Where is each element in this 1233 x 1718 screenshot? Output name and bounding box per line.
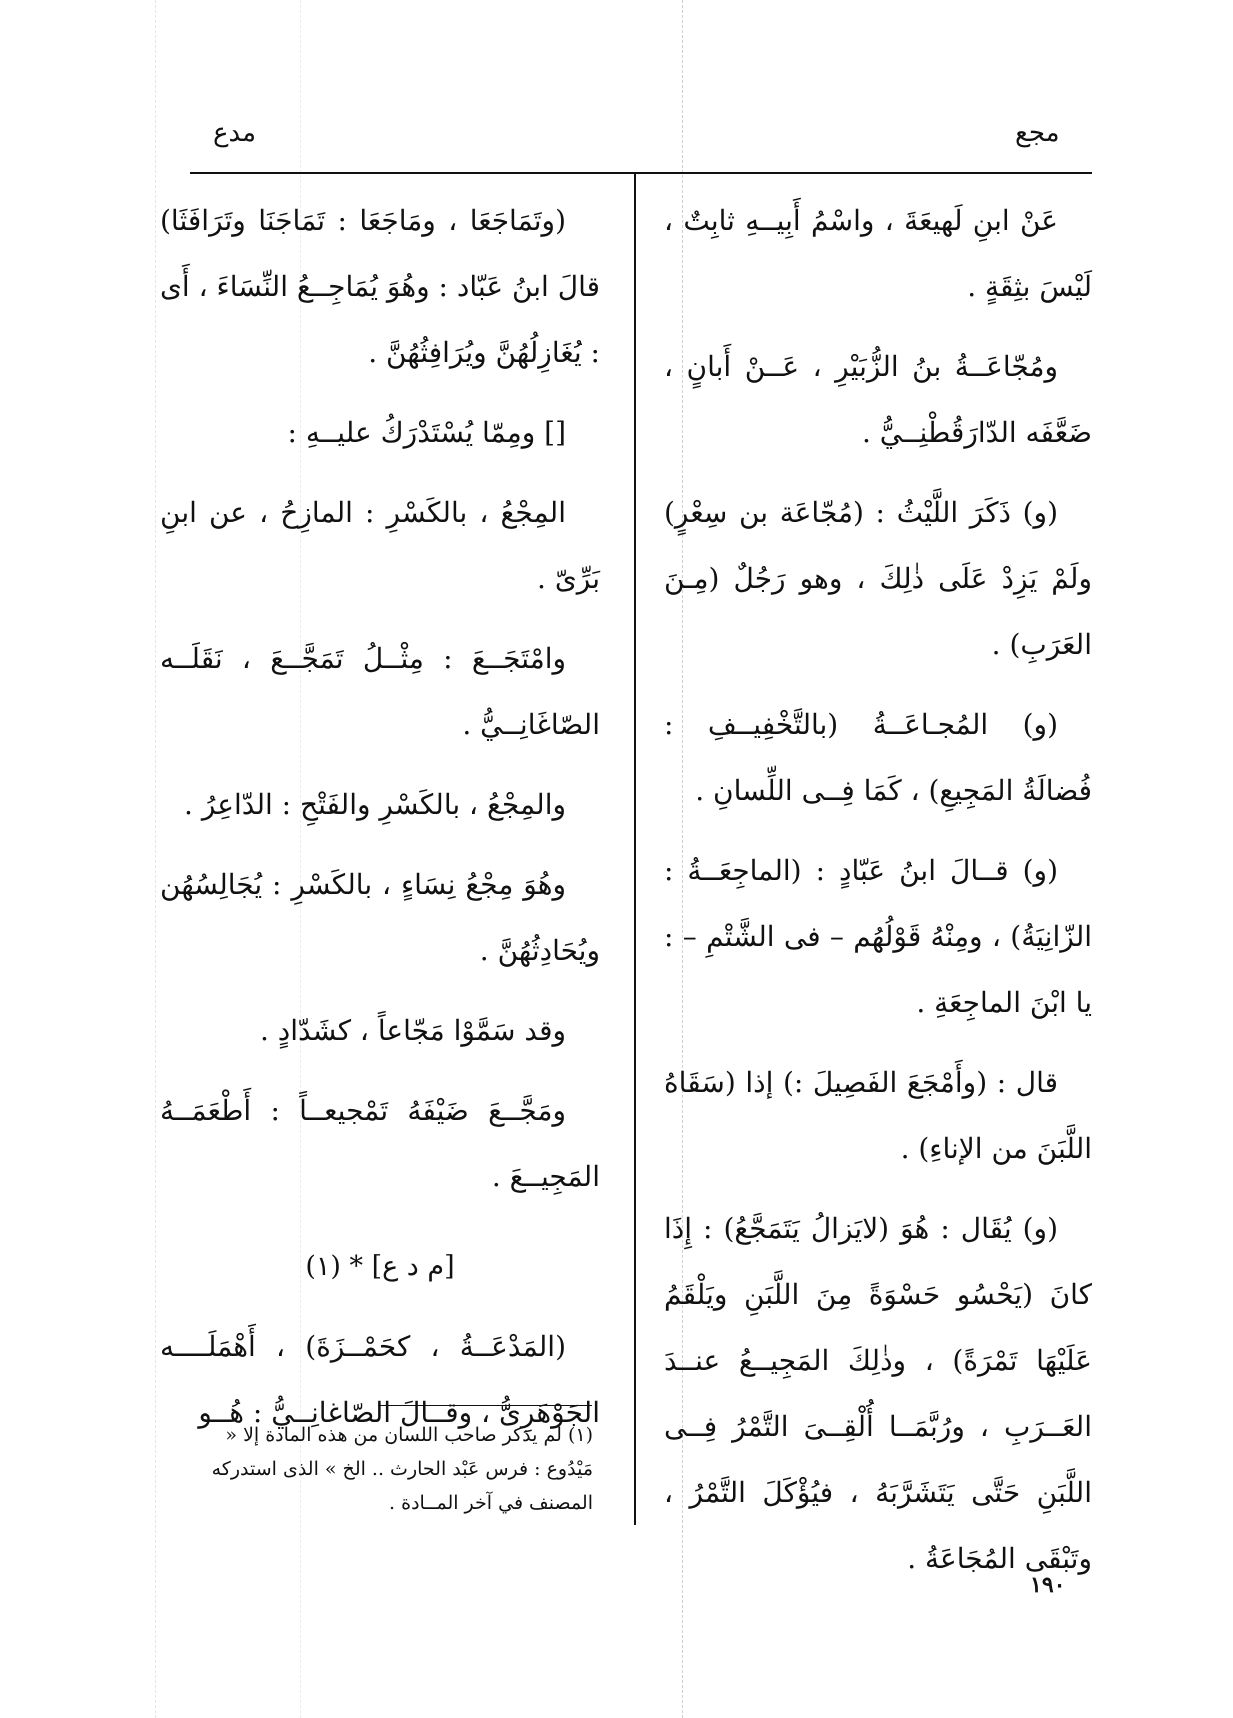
scan-guide-line <box>155 0 156 1718</box>
entry-paragraph: المِجْعُ ، بالكَسْرِ : المازِحُ ، عن ابنِ بَرِّىّ . <box>160 496 600 595</box>
entry-paragraph: وامْتَجَــعَ : مِثْــلُ تَمَجَّــعَ ، نَقَلَــه الصّاغَانِــيُّ . <box>160 642 600 741</box>
header-right-word: مجع <box>1015 118 1060 148</box>
entry-paragraph: (المَدْعَــةُ ، كحَمْــزَةَ) ، أَهْمَلَــــه الجَوْهَرِىُّ ، وقــالَ الصّاغانِــيُّ : هُــو <box>160 1330 600 1429</box>
entry-paragraph: (و) المُجـاعَــةُ (بالتَّخْفِيــفِ : فُضالَةُ المَجِيعِ) ، كَمَا فِــى اللِّسانِ . <box>664 708 1092 807</box>
entry-paragraph: (و) يُقَال : هُوَ (لايَزالُ يَتَمَجَّعُ) : إِذَا كانَ (يَحْسُو حَسْوَةً مِنَ اللَّبَنِ ويَلْقَمُ عَلَيْهَا تَمْرَةً) ، وذٰلِكَ المَجِيــعُ عنــدَ العَــرَبِ ، ورُبَّمَــا أُلْقِــىَ التَّمْرُ فِــى اللَّبَنِ حَتَّى يَتَشَرَّبَهُ ، فيُؤْكَلَ التَّمْرُ ، وتَبْقَى المُجَاعَةُ . <box>664 1212 1092 1575</box>
header-rule <box>190 172 1092 174</box>
entry-paragraph: عَنْ ابنِ لَهيعَةَ ، واسْمُ أَبِيــهِ ثابِتٌ ، لَيْسَ بثِقَةٍ . <box>664 204 1092 303</box>
page-number: ١٩٠ <box>1030 1572 1066 1598</box>
entry-paragraph: والمِجْعُ ، بالكَسْرِ والفَتْحِ : الدّاعِرُ . <box>184 788 566 821</box>
entry-paragraph: ومُجّاعَــةُ بنُ الزُّبَيْرِ ، عَــنْ أَبانٍ ، ضَعَّفَه الدّارَقُطْنِــيُّ . <box>664 350 1092 449</box>
entry-paragraph: (و) قــالَ ابنُ عَبّادٍ : (الماجِعَــةُ : الزّانِيَةُ) ، ومِنْهُ قَوْلُهُم – فى الشَّتْمِ – : يا ابْنَ الماجِعَةِ . <box>664 854 1092 1019</box>
right-column <box>664 188 1092 1606</box>
entry-paragraph: ومَجَّــعَ ضَيْفَهُ تَمْجيعــاً : أَطْعَمَــهُ المَجِيــعَ . <box>160 1094 600 1193</box>
footnote: (١) لم يذكر صاحب اللسان من هذه المادة إلا « مَيْدُوع : فرس عَبْد الحارث .. الخ » الذى استدركه المصنف في آخر المــادة . <box>211 1424 593 1514</box>
entry-paragraph: (و) ذَكَرَ اللَّيْثُ : (مُجّاعَة بن سِعْرٍ) ولَمْ يَزِدْ عَلَى ذٰلِكَ ، وهو رَجُلٌ (مِـنَ العَرَبِ) . <box>664 496 1092 661</box>
entry-paragraph: [] ومِمّا يُسْتَدْرَكُ عليــهِ : <box>287 416 566 449</box>
header-left-word: مدع <box>213 118 257 148</box>
entry-paragraph: (وتَمَاجَعَا ، ومَاجَعَا : تَمَاجَنَا وتَرَافَثَا) قالَ ابنُ عَبّاد : وهُوَ يُمَاجِــعُ النِّسَاءَ ، أَى : يُغَازِلُهُنَّ ويُرَافِثُهُنَّ . <box>160 204 600 369</box>
section-heading: [م د ع] * (١) <box>305 1251 455 1282</box>
entry-paragraph: وهُوَ مِجْعُ نِسَاءٍ ، بالكَسْرِ : يُجَالِسُهُن ويُحَادِثُهُنَّ . <box>160 868 600 967</box>
footnote-rule <box>378 1405 592 1406</box>
entry-paragraph: وقد سَمَّوْا مَجّاعاً ، كشَدّادٍ . <box>259 1014 566 1047</box>
left-column <box>160 188 600 1460</box>
column-divider <box>634 173 636 1525</box>
entry-paragraph: قال : (وأَمْجَعَ الفَصِيلَ :) إذا (سَقَاهُ اللَّبَنَ من الإناءِ) . <box>664 1066 1092 1165</box>
